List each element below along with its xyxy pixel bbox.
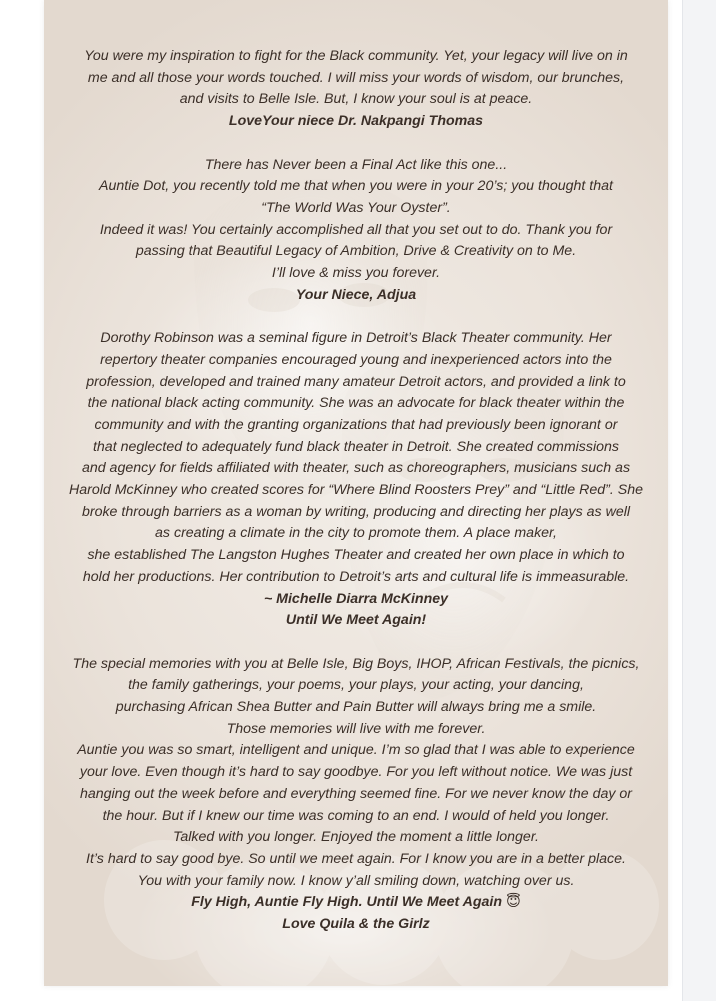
tribute-block (60, 654, 652, 936)
tribute-line: Harold McKinney who created scores for “Where Blind Roosters Prey” and “Little Red”. She (68, 482, 644, 499)
tribute-line: broke through barriers as a woman by writing, producing and directing her plays as well (81, 503, 631, 520)
tribute-line: and visits to Belle Isle. But, I know your soul is at peace. (179, 91, 533, 108)
side-scroll-strip (682, 0, 716, 1001)
tribute-line: “The World Was Your Oyster”. (261, 199, 451, 216)
paragraph-gap (60, 632, 652, 654)
tribute-block (60, 328, 652, 632)
tribute-line: the family gatherings, your poems, your plays, your acting, your dancing, (128, 677, 584, 694)
tribute-line: that neglected to adequately fund black theater in Detroit. She created commissions (92, 438, 620, 455)
paragraph-gap (60, 133, 652, 155)
tribute-block (60, 46, 652, 133)
tribute-line: You were my inspiration to fight for the Black community. Yet, your legacy will live on in (84, 48, 628, 64)
tribute-line: community and with the granting organizations that had previously been ignorant or (94, 416, 618, 433)
tribute-line: passing that Beautiful Legacy of Ambition, Drive & Creativity on to Me. (135, 243, 577, 260)
tribute-line: hanging out the week before and everything seemed fine. For we never know the day or (79, 785, 633, 802)
tribute-line: the hour. But if I knew our time was coming to an end. I would of held you longer. (102, 807, 610, 824)
paragraph-gap (60, 306, 652, 328)
tribute-signature: Your Niece, Adjua (295, 286, 417, 303)
tribute-line: and agency for fields affiliated with theater, such as choreographers, musicians such as (81, 460, 631, 477)
tributes-text (60, 46, 652, 936)
tribute-line: It’s hard to say good bye. So until we meet again. For I know you are in a better place. (86, 850, 626, 867)
tribute-line: There has Never been a Final Act like this one... (204, 156, 508, 173)
tribute-line: repertory theater companies encouraged young and inexperienced actors into the (100, 351, 612, 368)
tribute-signature: Love Quila & the Girlz (282, 916, 430, 933)
tribute-line: Those memories will live with me forever. (226, 720, 486, 737)
tribute-line: I’ll love & miss you forever. (271, 265, 441, 282)
tribute-line: Talked with you longer. Enjoyed the moment a little longer. (173, 829, 539, 846)
tribute-line: The special memories with you at Belle Isle, Big Boys, IHOP, African Festivals, the picnics, (72, 655, 640, 672)
tribute-line: she established The Langston Hughes Theater and created her own place in which to (87, 547, 625, 564)
tribute-line: Auntie Dot, you recently told me that when you were in your 20’s; you thought that (99, 178, 613, 195)
tribute-line: Dorothy Robinson was a seminal figure in Detroit’s Black Theater community. Her (100, 330, 612, 347)
tribute-block (60, 155, 652, 307)
tribute-line: profession, developed and trained many amateur Detroit actors, and provided a link to (86, 373, 626, 390)
tribute-signature: Until We Meet Again! (285, 612, 427, 629)
tribute-signature: Fly High, Auntie Fly High. Until We Meet Again 😇 (191, 894, 521, 911)
tribute-line: as creating a climate in the city to promote them. A place maker, (155, 525, 557, 542)
memorial-page (44, 0, 668, 986)
tribute-signature: ~ Michelle Diarra McKinney (263, 590, 449, 607)
tribute-line: You with your family now. I know y’all smiling down, watching over us. (137, 872, 575, 889)
tribute-line: your love. Even though it’s hard to say goodbye. For you left without notice. We was just (79, 764, 633, 781)
tribute-signature: LoveYour niece Dr. Nakpangi Thomas (228, 113, 484, 130)
tribute-line: Indeed it was! You certainly accomplished all that you set out to do. Thank you for (99, 221, 613, 238)
tribute-line: me and all those your words touched. I will miss your words of wisdom, our brunches, (87, 69, 625, 86)
tribute-line: hold her productions. Her contribution to Detroit’s arts and cultural life is immeasurable. (82, 568, 630, 585)
tribute-line: the national black acting community. She was an advocate for black theater within the (87, 395, 625, 412)
tribute-line: Auntie you was so smart, intelligent and unique. I’m so glad that I was able to experience (77, 742, 635, 759)
tribute-line: purchasing African Shea Butter and Pain Butter will always bring me a smile. (115, 699, 597, 716)
